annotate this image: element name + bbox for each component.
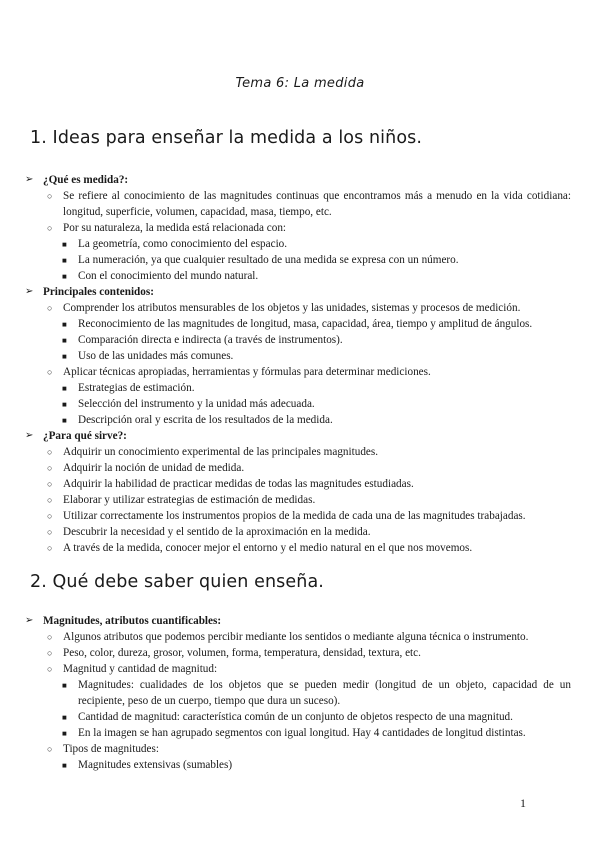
arrow-bullet-icon: ➢ (25, 430, 34, 441)
list-item-text: La numeración, ya que cualquier resultado de una medida se expresa con un número. (78, 254, 459, 266)
list-item-level-2 (0, 460, 600, 476)
arrow-bullet-icon: ➢ (25, 286, 34, 297)
square-bullet-icon: ■ (62, 713, 67, 722)
list-item-text: Comprender los atributos mensurables de los objetos y las unidades, sistemas y procesos de medición. (63, 302, 521, 314)
circle-bullet-icon: ○ (47, 223, 53, 233)
list-item-level-1 (0, 428, 600, 444)
circle-bullet-icon: ○ (47, 648, 53, 658)
list-item-text: Adquirir la noción de unidad de medida. (63, 462, 245, 474)
list-item-level-3 (0, 332, 600, 348)
list-item-level-3 (0, 316, 600, 332)
circle-bullet-icon: ○ (47, 664, 53, 674)
section-heading-teacher-knowledge: 2. Qué debe saber quien enseña. (30, 572, 324, 592)
list-item-text: Uso de las unidades más comunes. (78, 350, 234, 362)
list-item-level-3 (0, 380, 600, 396)
list-item-text: Principales contenidos: (43, 286, 154, 298)
square-bullet-icon: ■ (62, 352, 67, 361)
list-item-level-2 (0, 476, 600, 492)
list-item-text: Magnitudes extensivas (sumables) (78, 759, 233, 771)
list-item-text: ¿Para qué sirve?: (43, 430, 127, 442)
section-heading-ideas: 1. Ideas para enseñar la medida a los niños. (30, 128, 423, 148)
list-item-level-2 (0, 188, 571, 220)
circle-bullet-icon: ○ (47, 447, 53, 457)
list-item-level-3 (0, 757, 600, 773)
arrow-bullet-icon: ➢ (25, 174, 34, 185)
list-item-level-2 (0, 629, 600, 645)
list-item-level-3 (0, 236, 600, 252)
circle-bullet-icon: ○ (47, 632, 53, 642)
list-item-level-1 (0, 284, 600, 300)
document-title: Tema 6: La medida (235, 76, 365, 91)
square-bullet-icon: ■ (62, 272, 67, 281)
square-bullet-icon: ■ (62, 416, 67, 425)
list-item-text: Magnitudes, atributos cuantificables: (43, 615, 222, 627)
list-item-level-2 (0, 492, 600, 508)
list-item-level-2 (0, 444, 600, 460)
list-item-level-2 (0, 524, 600, 540)
square-bullet-icon: ■ (62, 729, 67, 738)
list-item-text: Adquirir la habilidad de practicar medidas de todas las magnitudes estudiadas. (63, 478, 414, 490)
list-item-level-2 (0, 661, 600, 677)
circle-bullet-icon: ○ (47, 479, 53, 489)
list-item-text: Tipos de magnitudes: (63, 743, 159, 755)
list-item-text: Estrategias de estimación. (78, 382, 195, 394)
list-item-level-3 (0, 412, 600, 428)
list-item-text: Cantidad de magnitud: característica común de un conjunto de objetos respecto de una magnitud. (78, 711, 513, 723)
list-item-text: Descripción oral y escrita de los resultados de la medida. (78, 414, 333, 426)
section-teacher-knowledge-list (0, 613, 600, 773)
list-item-text: Utilizar correctamente los instrumentos propios de la medida de cada una de las magnitudes trabajadas. (63, 510, 526, 522)
list-item-level-2 (0, 300, 600, 316)
list-item-text: Peso, color, dureza, grosor, volumen, forma, temperatura, densidad, textura, etc. (63, 647, 421, 659)
list-item-level-2 (0, 364, 600, 380)
list-item-text: Magnitud y cantidad de magnitud: (63, 663, 218, 675)
list-item-level-3 (0, 725, 600, 741)
list-item-text: Adquirir un conocimiento experimental de las principales magnitudes. (63, 446, 379, 458)
page-number: 1 (520, 796, 526, 810)
list-item-text: Selección del instrumento y la unidad más adecuada. (78, 398, 315, 410)
square-bullet-icon: ■ (62, 256, 67, 265)
list-item-text: Aplicar técnicas apropiadas, herramientas y fórmulas para determinar mediciones. (63, 366, 431, 378)
square-bullet-icon: ■ (62, 320, 67, 329)
list-item-level-2 (0, 741, 600, 757)
list-item-level-3 (0, 348, 600, 364)
list-item-level-2 (0, 220, 600, 236)
list-item-text: Se refiere al conocimiento de las magnitudes continuas que encontramos más a menudo en la vida cotidiana: longitud, superficie, volumen, capacidad, masa, tiempo, etc. (63, 190, 571, 218)
circle-bullet-icon: ○ (47, 463, 53, 473)
square-bullet-icon: ■ (62, 761, 67, 770)
circle-bullet-icon: ○ (47, 511, 53, 521)
list-item-level-2 (0, 645, 600, 661)
list-item-text: Comparación directa e indirecta (a través de instrumentos). (78, 334, 343, 346)
list-item-text: ¿Qué es medida?: (43, 174, 129, 186)
list-item-level-3 (0, 268, 600, 284)
circle-bullet-icon: ○ (47, 744, 53, 754)
list-item-text: En la imagen se han agrupado segmentos con igual longitud. Hay 4 cantidades de longitud distintas. (78, 727, 526, 739)
square-bullet-icon: ■ (62, 240, 67, 249)
square-bullet-icon: ■ (62, 336, 67, 345)
list-item-level-1 (0, 172, 600, 188)
section-ideas-list (0, 172, 600, 556)
square-bullet-icon: ■ (62, 400, 67, 409)
list-item-level-3 (0, 252, 600, 268)
circle-bullet-icon: ○ (47, 527, 53, 537)
list-item-text: Descubrir la necesidad y el sentido de la aproximación en la medida. (63, 526, 371, 538)
list-item-text: Elaborar y utilizar estrategias de estimación de medidas. (63, 494, 316, 506)
circle-bullet-icon: ○ (47, 543, 53, 553)
list-item-text: Con el conocimiento del mundo natural. (78, 270, 259, 282)
circle-bullet-icon: ○ (47, 191, 53, 201)
circle-bullet-icon: ○ (47, 303, 53, 313)
arrow-bullet-icon: ➢ (25, 615, 34, 626)
list-item-text: Reconocimiento de las magnitudes de longitud, masa, capacidad, área, tiempo y amplitud de ángulos. (78, 318, 533, 330)
list-item-level-3 (0, 677, 571, 709)
list-item-text: Magnitudes: cualidades de los objetos que se pueden medir (longitud de un objeto, capacidad de un recipiente, peso de un cuerpo, tiempo que dura un suceso). (78, 679, 571, 707)
list-item-level-2 (0, 540, 600, 556)
list-item-level-1 (0, 613, 600, 629)
list-item-level-3 (0, 396, 600, 412)
list-item-text: A través de la medida, conocer mejor el entorno y el medio natural en el que nos movemos. (63, 542, 473, 554)
square-bullet-icon: ■ (62, 384, 67, 393)
list-item-text: Por su naturaleza, la medida está relacionada con: (63, 222, 287, 234)
list-item-level-3 (0, 709, 600, 725)
list-item-text: Algunos atributos que podemos percibir mediante los sentidos o mediante alguna técnica o instrumento. (63, 631, 529, 643)
circle-bullet-icon: ○ (47, 367, 53, 377)
square-bullet-icon: ■ (62, 681, 67, 690)
list-item-text: La geometría, como conocimiento del espacio. (78, 238, 288, 250)
circle-bullet-icon: ○ (47, 495, 53, 505)
list-item-level-2 (0, 508, 600, 524)
